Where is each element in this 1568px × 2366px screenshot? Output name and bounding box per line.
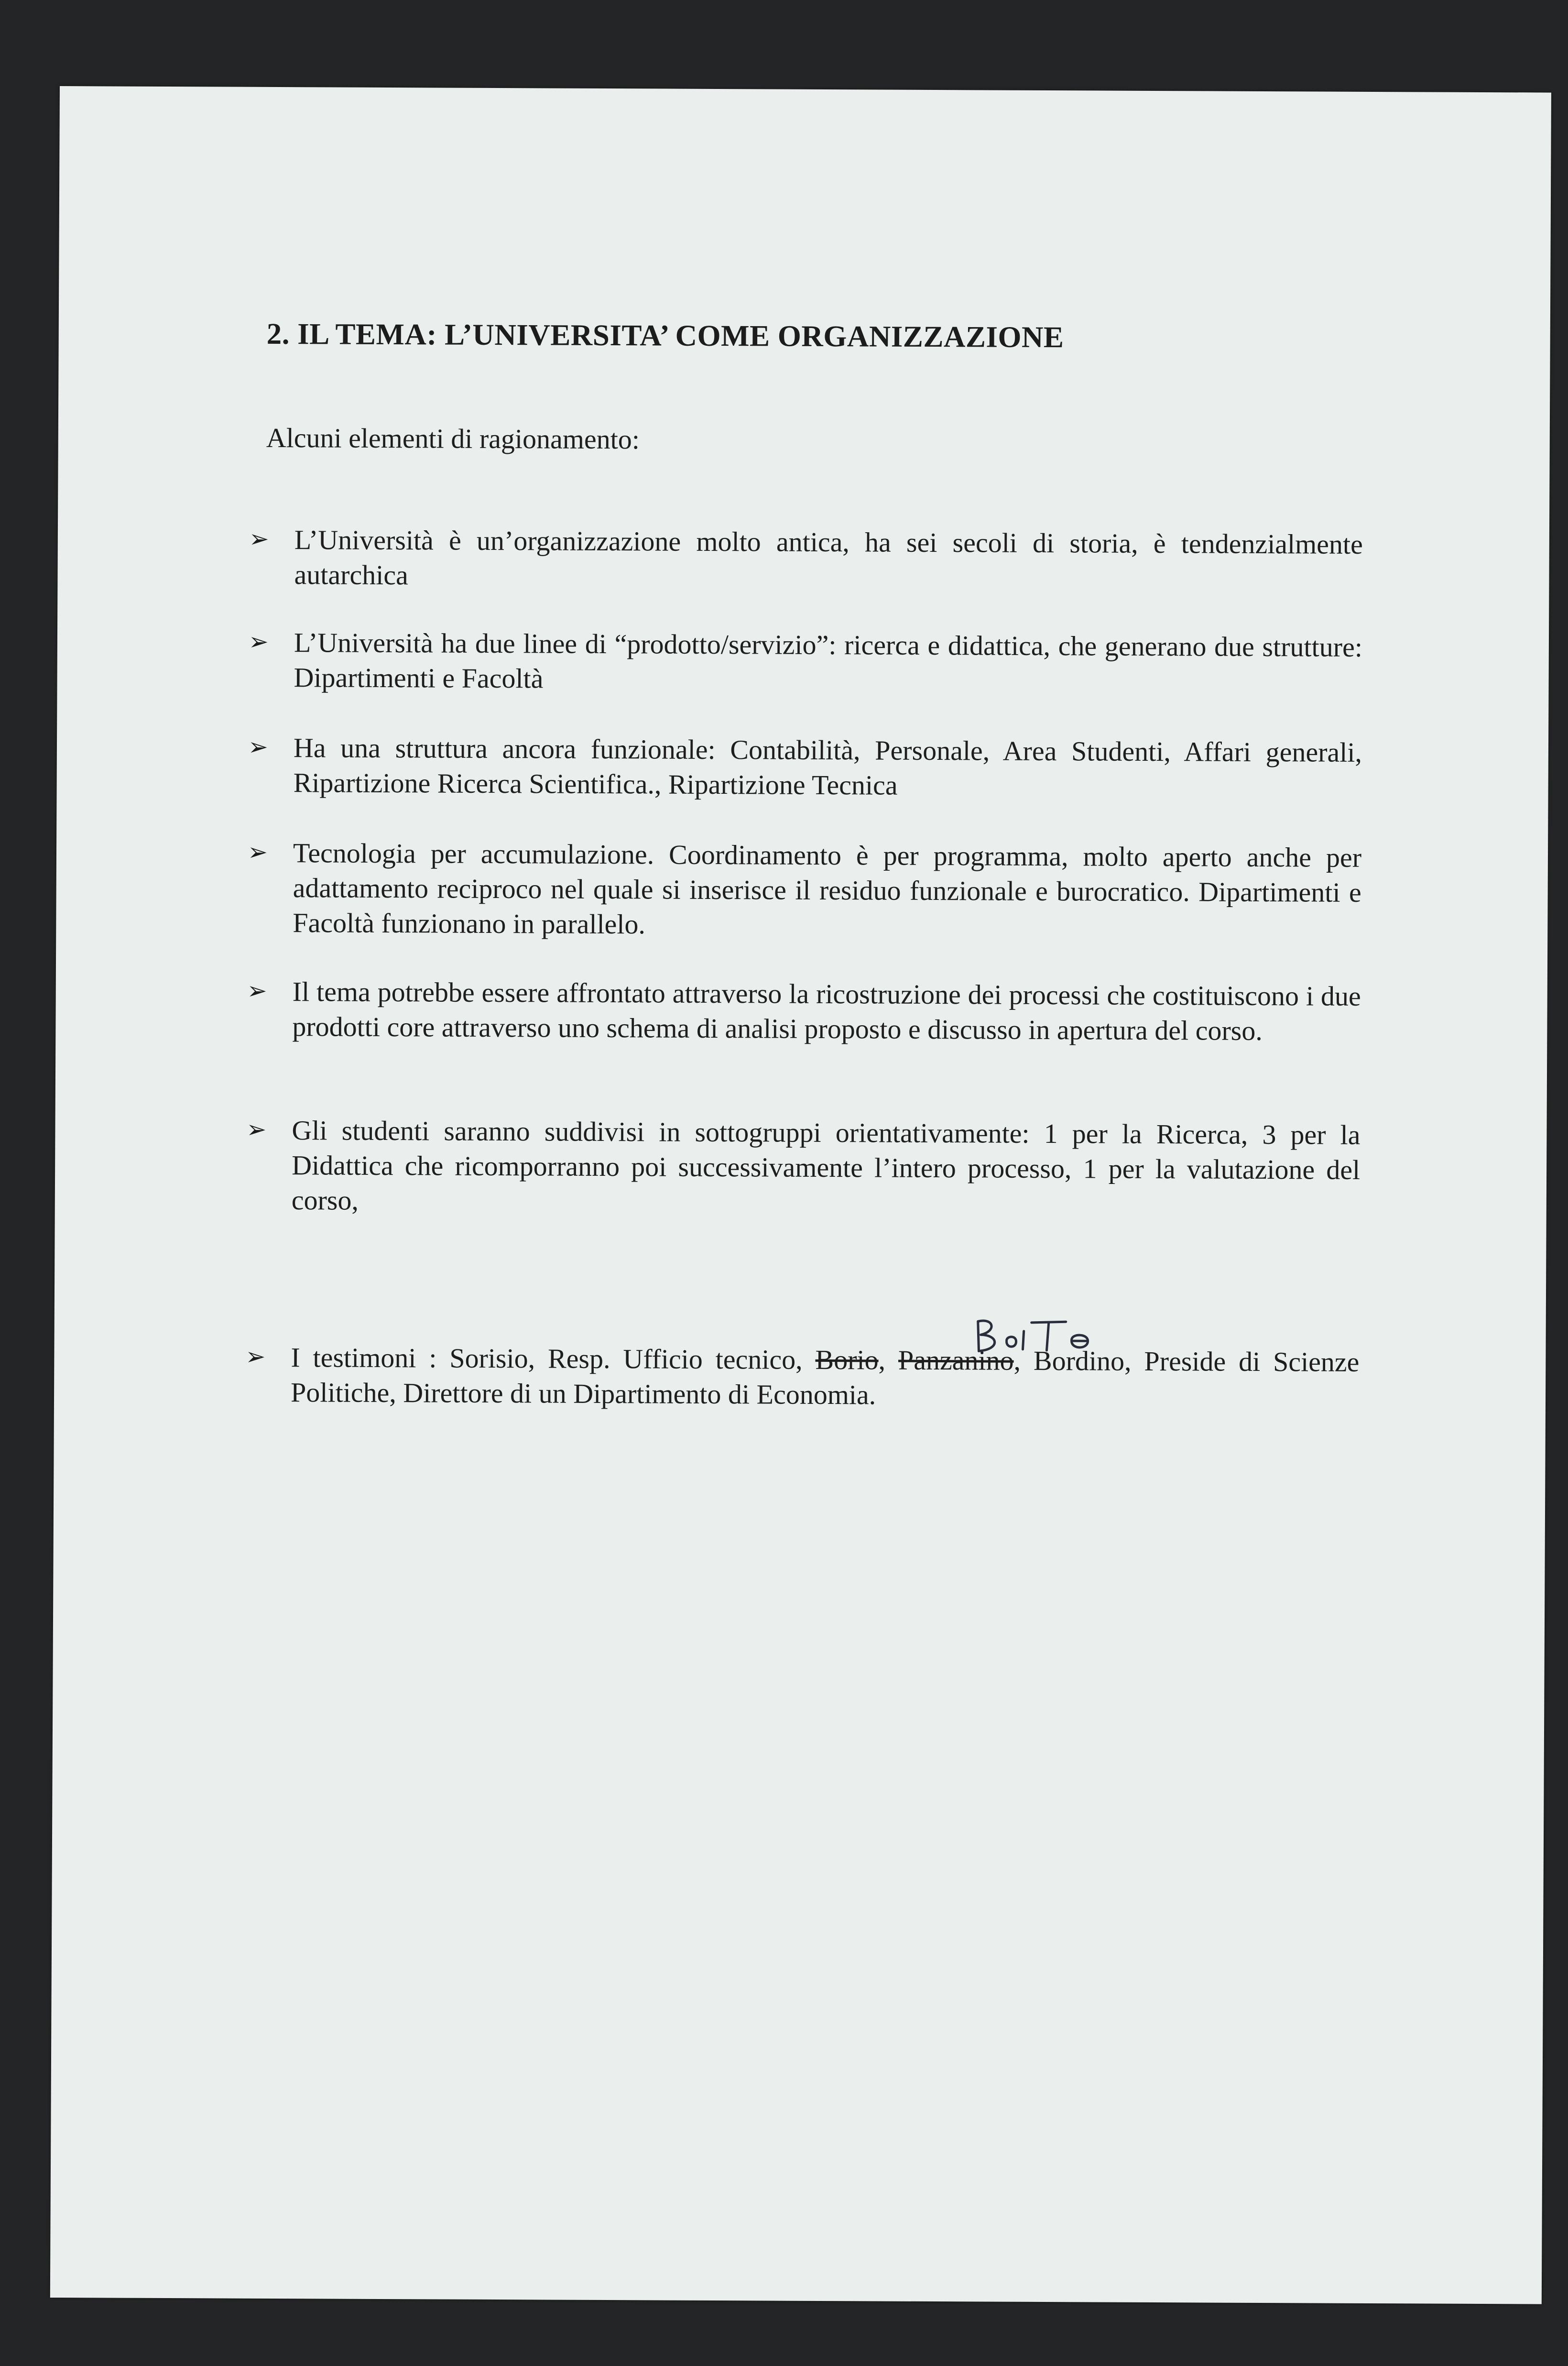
- arrow-bullet-icon: ➢: [247, 976, 267, 1005]
- list-item: [248, 625, 1363, 694]
- list-item-text: Ha una struttura ancora funzionale: Contabilità, Personale, Area Studenti, Affari generali, Ripartizione Ricerca Scientifica., Ripartizione Tecnica: [293, 732, 1362, 801]
- arrow-bullet-icon: ➢: [249, 525, 269, 553]
- paper-sheet: [50, 86, 1551, 2304]
- list-item-text: L’Università ha due linee di “prodotto/servizio”: ricerca e didattica, che generano due strutture: Dipartimenti e Facoltà: [294, 627, 1363, 694]
- intro-text: Alcuni elementi di ragionamento:: [266, 422, 640, 455]
- list-item: [247, 974, 1361, 1046]
- bullet-list: [245, 522, 1363, 1411]
- witnesses-text: , Bordino, Preside di Scienze Politiche, Direttore di un Dipartimento di Economia.: [290, 1345, 1360, 1411]
- list-item-text: Tecnologia per accumulazione. Coordinamento è per programma, molto aperto anche per adattamento reciproco nel quale si inserisce il residuo funzionale e burocratico. Dipartimenti e Facoltà funzionano in parallelo.: [293, 837, 1362, 940]
- list-item: [249, 522, 1363, 591]
- arrow-bullet-icon: ➢: [248, 733, 269, 761]
- list-item-text: L’Università è un’organizzazione molto antica, ha sei secoli di storia, è tendenzialmente autarchica: [294, 524, 1363, 591]
- arrow-bullet-icon: ➢: [245, 1342, 266, 1370]
- witnesses-text: I testimoni : Sorisio, Resp. Ufficio tecnico,: [291, 1342, 816, 1375]
- struck-name: Panzanino: [898, 1344, 1014, 1376]
- arrow-bullet-icon: ➢: [247, 838, 268, 866]
- arrow-bullet-icon: ➢: [246, 1115, 267, 1143]
- struck-name: Borio: [815, 1344, 879, 1376]
- list-item-text: Il tema potrebbe essere affrontato attraverso la ricostruzione dei processi che costituiscono i due prodotti core attraverso uno schema di analisi proposto e discusso in apertura del corso.: [292, 976, 1361, 1046]
- list-item: [246, 1113, 1361, 1216]
- list-item: [245, 1340, 1360, 1411]
- list-item-text: Gli studenti saranno suddivisi in sottogruppi orientativamente: 1 per la Ricerca, 3 per la Didattica che ricomporranno poi successivamente l’intero processo, 1 per la valutazione del corso,: [291, 1115, 1361, 1216]
- list-item: [247, 835, 1362, 940]
- handwritten-annotation: [972, 1312, 1096, 1355]
- list-item: [248, 730, 1362, 801]
- arrow-bullet-icon: ➢: [248, 627, 269, 656]
- separator-text: ,: [878, 1344, 899, 1376]
- list-item-text: [291, 1340, 1360, 1414]
- section-heading: 2. IL TEMA: L’UNIVERSITA’ COME ORGANIZZAZIONE: [266, 317, 1064, 354]
